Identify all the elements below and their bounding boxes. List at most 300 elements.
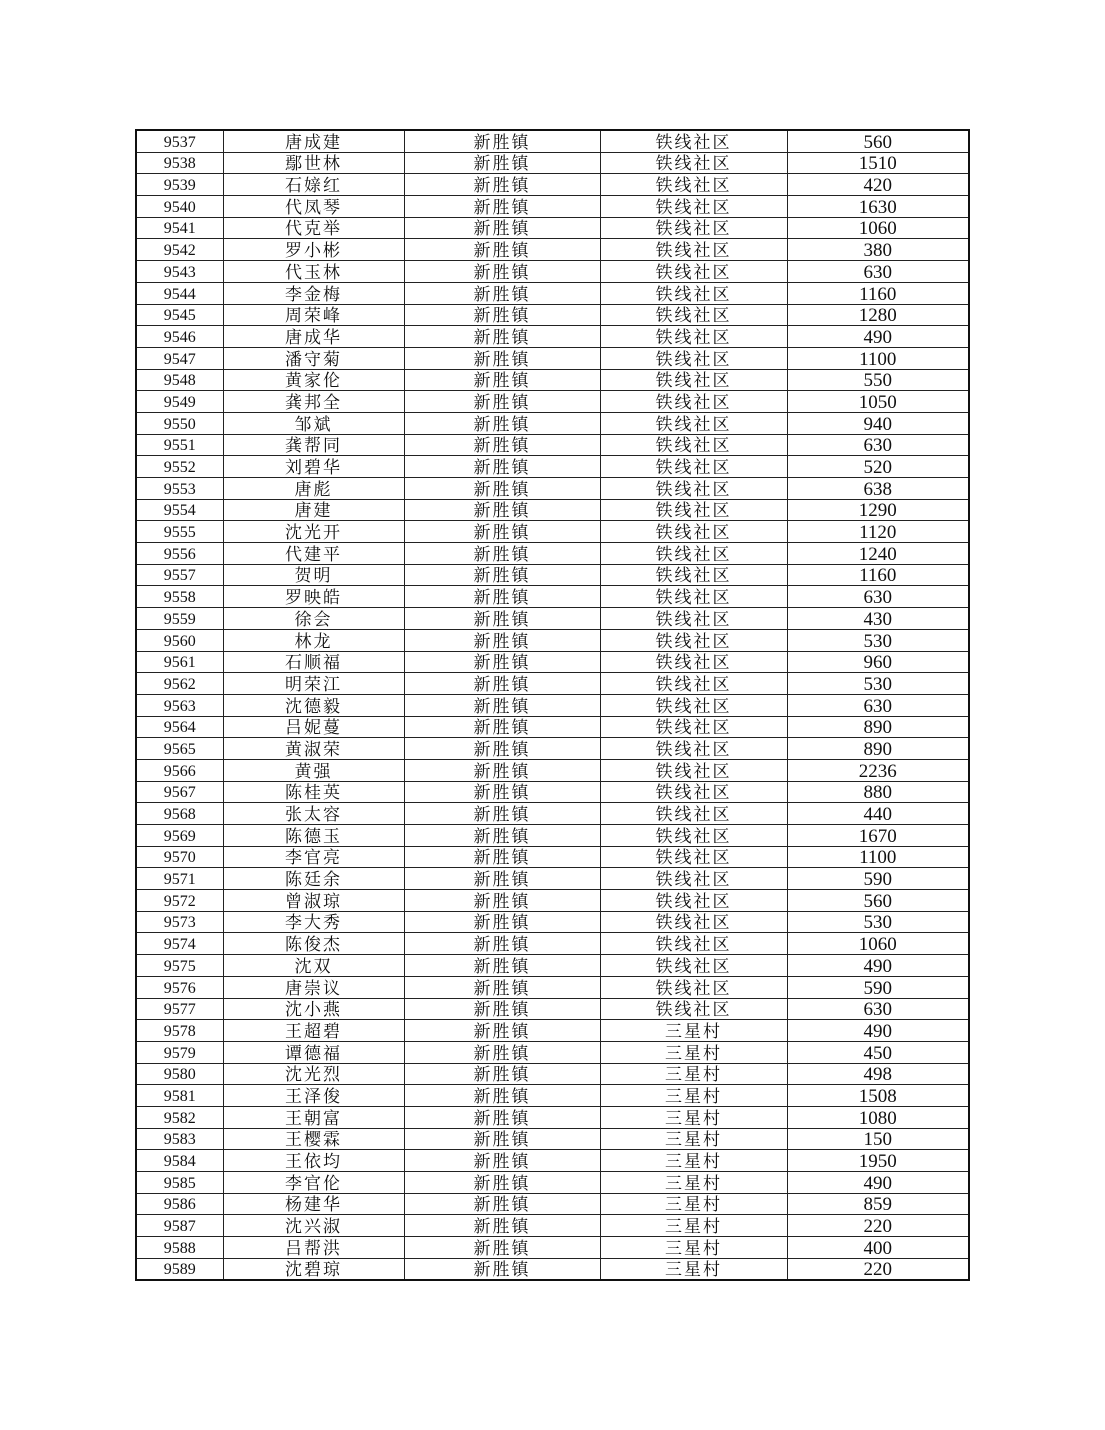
- village-cell: 铁线社区: [600, 196, 787, 218]
- table-row: [136, 998, 969, 1020]
- name-cell: 杨建华: [223, 1193, 404, 1215]
- town-cell: 新胜镇: [404, 152, 600, 174]
- town-cell: 新胜镇: [404, 868, 600, 890]
- table-row: [136, 1237, 969, 1259]
- village-cell: 铁线社区: [600, 976, 787, 998]
- row-number-cell: 9553: [136, 478, 223, 500]
- name-cell: 唐彪: [223, 478, 404, 500]
- town-cell: 新胜镇: [404, 217, 600, 239]
- town-cell: 新胜镇: [404, 326, 600, 348]
- table-row: [136, 608, 969, 630]
- table-row: [136, 781, 969, 803]
- row-number-cell: 9538: [136, 152, 223, 174]
- table-row: [136, 564, 969, 586]
- row-number-cell: 9587: [136, 1215, 223, 1237]
- village-cell: 铁线社区: [600, 781, 787, 803]
- table-row: [136, 1172, 969, 1194]
- table-row: [136, 694, 969, 716]
- amount-cell: 490: [787, 955, 969, 977]
- town-cell: 新胜镇: [404, 629, 600, 651]
- table-row: [136, 412, 969, 434]
- village-cell: 三星村: [600, 1258, 787, 1280]
- town-cell: 新胜镇: [404, 716, 600, 738]
- name-cell: 罗映皓: [223, 586, 404, 608]
- town-cell: 新胜镇: [404, 196, 600, 218]
- village-cell: 铁线社区: [600, 673, 787, 695]
- amount-cell: 1120: [787, 521, 969, 543]
- town-cell: 新胜镇: [404, 781, 600, 803]
- amount-cell: 940: [787, 412, 969, 434]
- amount-cell: 400: [787, 1237, 969, 1259]
- table-row: [136, 282, 969, 304]
- town-cell: 新胜镇: [404, 738, 600, 760]
- town-cell: 新胜镇: [404, 933, 600, 955]
- village-cell: 铁线社区: [600, 933, 787, 955]
- data-table: [135, 129, 970, 1281]
- name-cell: 明荣江: [223, 673, 404, 695]
- village-cell: 三星村: [600, 1172, 787, 1194]
- village-cell: 三星村: [600, 1128, 787, 1150]
- name-cell: 王依均: [223, 1150, 404, 1172]
- table-row: [136, 369, 969, 391]
- table-row: [136, 456, 969, 478]
- amount-cell: 1508: [787, 1085, 969, 1107]
- row-number-cell: 9551: [136, 434, 223, 456]
- table-row: [136, 217, 969, 239]
- amount-cell: 560: [787, 890, 969, 912]
- row-number-cell: 9554: [136, 499, 223, 521]
- name-cell: 王朝富: [223, 1106, 404, 1128]
- amount-cell: 630: [787, 694, 969, 716]
- name-cell: 代建平: [223, 543, 404, 565]
- row-number-cell: 9576: [136, 976, 223, 998]
- village-cell: 铁线社区: [600, 304, 787, 326]
- town-cell: 新胜镇: [404, 239, 600, 261]
- amount-cell: 859: [787, 1193, 969, 1215]
- name-cell: 石顺福: [223, 651, 404, 673]
- town-cell: 新胜镇: [404, 391, 600, 413]
- amount-cell: 520: [787, 456, 969, 478]
- row-number-cell: 9589: [136, 1258, 223, 1280]
- village-cell: 三星村: [600, 1150, 787, 1172]
- name-cell: 沈兴淑: [223, 1215, 404, 1237]
- town-cell: 新胜镇: [404, 890, 600, 912]
- town-cell: 新胜镇: [404, 976, 600, 998]
- row-number-cell: 9571: [136, 868, 223, 890]
- amount-cell: 530: [787, 629, 969, 651]
- village-cell: 铁线社区: [600, 347, 787, 369]
- table-row: [136, 716, 969, 738]
- name-cell: 贺明: [223, 564, 404, 586]
- row-number-cell: 9572: [136, 890, 223, 912]
- row-number-cell: 9582: [136, 1106, 223, 1128]
- amount-cell: 1510: [787, 152, 969, 174]
- amount-cell: 220: [787, 1215, 969, 1237]
- amount-cell: 960: [787, 651, 969, 673]
- amount-cell: 560: [787, 130, 969, 152]
- name-cell: 李大秀: [223, 911, 404, 933]
- amount-cell: 630: [787, 261, 969, 283]
- town-cell: 新胜镇: [404, 1085, 600, 1107]
- amount-cell: 550: [787, 369, 969, 391]
- town-cell: 新胜镇: [404, 759, 600, 781]
- row-number-cell: 9543: [136, 261, 223, 283]
- row-number-cell: 9578: [136, 1020, 223, 1042]
- table-row: [136, 152, 969, 174]
- town-cell: 新胜镇: [404, 1041, 600, 1063]
- town-cell: 新胜镇: [404, 564, 600, 586]
- town-cell: 新胜镇: [404, 434, 600, 456]
- table-row: [136, 1106, 969, 1128]
- town-cell: 新胜镇: [404, 955, 600, 977]
- town-cell: 新胜镇: [404, 1063, 600, 1085]
- row-number-cell: 9588: [136, 1237, 223, 1259]
- row-number-cell: 9568: [136, 803, 223, 825]
- table-row: [136, 1020, 969, 1042]
- name-cell: 黄家伦: [223, 369, 404, 391]
- row-number-cell: 9537: [136, 130, 223, 152]
- amount-cell: 498: [787, 1063, 969, 1085]
- amount-cell: 1290: [787, 499, 969, 521]
- table-row: [136, 976, 969, 998]
- table-row: [136, 673, 969, 695]
- row-number-cell: 9544: [136, 282, 223, 304]
- town-cell: 新胜镇: [404, 825, 600, 847]
- table-row: [136, 304, 969, 326]
- table-row: [136, 955, 969, 977]
- village-cell: 三星村: [600, 1063, 787, 1085]
- village-cell: 铁线社区: [600, 282, 787, 304]
- row-number-cell: 9559: [136, 608, 223, 630]
- amount-cell: 1060: [787, 217, 969, 239]
- row-number-cell: 9545: [136, 304, 223, 326]
- row-number-cell: 9564: [136, 716, 223, 738]
- table-row: [136, 890, 969, 912]
- amount-cell: 220: [787, 1258, 969, 1280]
- town-cell: 新胜镇: [404, 282, 600, 304]
- town-cell: 新胜镇: [404, 803, 600, 825]
- village-cell: 铁线社区: [600, 890, 787, 912]
- village-cell: 铁线社区: [600, 130, 787, 152]
- town-cell: 新胜镇: [404, 304, 600, 326]
- town-cell: 新胜镇: [404, 1258, 600, 1280]
- name-cell: 吕妮蔓: [223, 716, 404, 738]
- amount-cell: 440: [787, 803, 969, 825]
- village-cell: 三星村: [600, 1041, 787, 1063]
- name-cell: 石媇红: [223, 174, 404, 196]
- name-cell: 沈光开: [223, 521, 404, 543]
- name-cell: 李官伦: [223, 1172, 404, 1194]
- amount-cell: 590: [787, 868, 969, 890]
- row-number-cell: 9549: [136, 391, 223, 413]
- village-cell: 铁线社区: [600, 456, 787, 478]
- village-cell: 三星村: [600, 1020, 787, 1042]
- row-number-cell: 9540: [136, 196, 223, 218]
- village-cell: 铁线社区: [600, 261, 787, 283]
- table-row: [136, 326, 969, 348]
- town-cell: 新胜镇: [404, 1237, 600, 1259]
- name-cell: 徐会: [223, 608, 404, 630]
- village-cell: 铁线社区: [600, 825, 787, 847]
- table-row: [136, 868, 969, 890]
- village-cell: 铁线社区: [600, 564, 787, 586]
- amount-cell: 1280: [787, 304, 969, 326]
- row-number-cell: 9579: [136, 1041, 223, 1063]
- row-number-cell: 9586: [136, 1193, 223, 1215]
- row-number-cell: 9541: [136, 217, 223, 239]
- table-row: [136, 738, 969, 760]
- name-cell: 沈小燕: [223, 998, 404, 1020]
- town-cell: 新胜镇: [404, 673, 600, 695]
- town-cell: 新胜镇: [404, 499, 600, 521]
- table-row: [136, 196, 969, 218]
- amount-cell: 630: [787, 998, 969, 1020]
- amount-cell: 1060: [787, 933, 969, 955]
- table-row: [136, 586, 969, 608]
- name-cell: 代玉林: [223, 261, 404, 283]
- row-number-cell: 9581: [136, 1085, 223, 1107]
- row-number-cell: 9585: [136, 1172, 223, 1194]
- name-cell: 龚邦全: [223, 391, 404, 413]
- name-cell: 唐成建: [223, 130, 404, 152]
- town-cell: 新胜镇: [404, 998, 600, 1020]
- table-row: [136, 933, 969, 955]
- amount-cell: 1670: [787, 825, 969, 847]
- village-cell: 铁线社区: [600, 499, 787, 521]
- row-number-cell: 9563: [136, 694, 223, 716]
- row-number-cell: 9562: [136, 673, 223, 695]
- amount-cell: 1950: [787, 1150, 969, 1172]
- name-cell: 沈德毅: [223, 694, 404, 716]
- row-number-cell: 9556: [136, 543, 223, 565]
- name-cell: 黄强: [223, 759, 404, 781]
- amount-cell: 1050: [787, 391, 969, 413]
- town-cell: 新胜镇: [404, 1150, 600, 1172]
- town-cell: 新胜镇: [404, 1106, 600, 1128]
- village-cell: 铁线社区: [600, 174, 787, 196]
- village-cell: 铁线社区: [600, 803, 787, 825]
- name-cell: 唐建: [223, 499, 404, 521]
- name-cell: 曾淑琼: [223, 890, 404, 912]
- village-cell: 铁线社区: [600, 152, 787, 174]
- name-cell: 潘守菊: [223, 347, 404, 369]
- row-number-cell: 9567: [136, 781, 223, 803]
- village-cell: 铁线社区: [600, 868, 787, 890]
- town-cell: 新胜镇: [404, 543, 600, 565]
- row-number-cell: 9573: [136, 911, 223, 933]
- village-cell: 铁线社区: [600, 998, 787, 1020]
- amount-cell: 590: [787, 976, 969, 998]
- town-cell: 新胜镇: [404, 1172, 600, 1194]
- name-cell: 黄淑荣: [223, 738, 404, 760]
- table-row: [136, 478, 969, 500]
- name-cell: 张太容: [223, 803, 404, 825]
- name-cell: 林龙: [223, 629, 404, 651]
- name-cell: 沈碧琼: [223, 1258, 404, 1280]
- name-cell: 李金梅: [223, 282, 404, 304]
- town-cell: 新胜镇: [404, 1215, 600, 1237]
- village-cell: 铁线社区: [600, 608, 787, 630]
- document-page: [135, 129, 970, 1281]
- amount-cell: 1240: [787, 543, 969, 565]
- town-cell: 新胜镇: [404, 261, 600, 283]
- table-row: [136, 825, 969, 847]
- name-cell: 刘碧华: [223, 456, 404, 478]
- table-row: [136, 651, 969, 673]
- name-cell: 沈双: [223, 955, 404, 977]
- name-cell: 罗小彬: [223, 239, 404, 261]
- village-cell: 三星村: [600, 1215, 787, 1237]
- village-cell: 三星村: [600, 1106, 787, 1128]
- village-cell: 铁线社区: [600, 412, 787, 434]
- table-row: [136, 130, 969, 152]
- table-row: [136, 543, 969, 565]
- amount-cell: 890: [787, 716, 969, 738]
- village-cell: 三星村: [600, 1193, 787, 1215]
- village-cell: 铁线社区: [600, 738, 787, 760]
- amount-cell: 1630: [787, 196, 969, 218]
- town-cell: 新胜镇: [404, 456, 600, 478]
- table-row: [136, 1258, 969, 1280]
- village-cell: 铁线社区: [600, 846, 787, 868]
- village-cell: 铁线社区: [600, 586, 787, 608]
- table-row: [136, 1215, 969, 1237]
- name-cell: 鄢世林: [223, 152, 404, 174]
- name-cell: 陈桂英: [223, 781, 404, 803]
- amount-cell: 630: [787, 586, 969, 608]
- table-row: [136, 239, 969, 261]
- row-number-cell: 9547: [136, 347, 223, 369]
- village-cell: 铁线社区: [600, 694, 787, 716]
- row-number-cell: 9552: [136, 456, 223, 478]
- village-cell: 铁线社区: [600, 759, 787, 781]
- amount-cell: 630: [787, 434, 969, 456]
- table-row: [136, 629, 969, 651]
- town-cell: 新胜镇: [404, 1020, 600, 1042]
- amount-cell: 1100: [787, 846, 969, 868]
- table-row: [136, 521, 969, 543]
- table-row: [136, 391, 969, 413]
- row-number-cell: 9539: [136, 174, 223, 196]
- table-row: [136, 1150, 969, 1172]
- village-cell: 铁线社区: [600, 239, 787, 261]
- row-number-cell: 9561: [136, 651, 223, 673]
- village-cell: 铁线社区: [600, 369, 787, 391]
- town-cell: 新胜镇: [404, 1128, 600, 1150]
- name-cell: 代克举: [223, 217, 404, 239]
- amount-cell: 150: [787, 1128, 969, 1150]
- town-cell: 新胜镇: [404, 130, 600, 152]
- table-row: [136, 347, 969, 369]
- name-cell: 邹斌: [223, 412, 404, 434]
- table-row: [136, 759, 969, 781]
- town-cell: 新胜镇: [404, 651, 600, 673]
- town-cell: 新胜镇: [404, 608, 600, 630]
- amount-cell: 380: [787, 239, 969, 261]
- name-cell: 沈光烈: [223, 1063, 404, 1085]
- name-cell: 王泽俊: [223, 1085, 404, 1107]
- amount-cell: 490: [787, 1020, 969, 1042]
- row-number-cell: 9569: [136, 825, 223, 847]
- row-number-cell: 9542: [136, 239, 223, 261]
- village-cell: 铁线社区: [600, 911, 787, 933]
- town-cell: 新胜镇: [404, 478, 600, 500]
- name-cell: 王超碧: [223, 1020, 404, 1042]
- village-cell: 铁线社区: [600, 478, 787, 500]
- amount-cell: 490: [787, 326, 969, 348]
- row-number-cell: 9548: [136, 369, 223, 391]
- row-number-cell: 9558: [136, 586, 223, 608]
- table-row: [136, 1063, 969, 1085]
- table-row: [136, 1041, 969, 1063]
- amount-cell: 430: [787, 608, 969, 630]
- table-row: [136, 434, 969, 456]
- row-number-cell: 9584: [136, 1150, 223, 1172]
- row-number-cell: 9580: [136, 1063, 223, 1085]
- table-body: [136, 130, 969, 1280]
- row-number-cell: 9555: [136, 521, 223, 543]
- table-row: [136, 261, 969, 283]
- table-row: [136, 911, 969, 933]
- amount-cell: 890: [787, 738, 969, 760]
- row-number-cell: 9565: [136, 738, 223, 760]
- village-cell: 铁线社区: [600, 217, 787, 239]
- table-row: [136, 174, 969, 196]
- row-number-cell: 9550: [136, 412, 223, 434]
- name-cell: 代凤琴: [223, 196, 404, 218]
- village-cell: 铁线社区: [600, 716, 787, 738]
- village-cell: 铁线社区: [600, 629, 787, 651]
- name-cell: 周荣峰: [223, 304, 404, 326]
- table-row: [136, 499, 969, 521]
- town-cell: 新胜镇: [404, 846, 600, 868]
- town-cell: 新胜镇: [404, 911, 600, 933]
- row-number-cell: 9566: [136, 759, 223, 781]
- row-number-cell: 9546: [136, 326, 223, 348]
- town-cell: 新胜镇: [404, 1193, 600, 1215]
- amount-cell: 490: [787, 1172, 969, 1194]
- village-cell: 铁线社区: [600, 651, 787, 673]
- amount-cell: 1160: [787, 282, 969, 304]
- row-number-cell: 9560: [136, 629, 223, 651]
- amount-cell: 1100: [787, 347, 969, 369]
- amount-cell: 450: [787, 1041, 969, 1063]
- name-cell: 陈廷余: [223, 868, 404, 890]
- row-number-cell: 9575: [136, 955, 223, 977]
- name-cell: 陈德玉: [223, 825, 404, 847]
- name-cell: 王樱霖: [223, 1128, 404, 1150]
- village-cell: 铁线社区: [600, 955, 787, 977]
- amount-cell: 1160: [787, 564, 969, 586]
- village-cell: 铁线社区: [600, 391, 787, 413]
- village-cell: 三星村: [600, 1237, 787, 1259]
- town-cell: 新胜镇: [404, 412, 600, 434]
- row-number-cell: 9570: [136, 846, 223, 868]
- village-cell: 三星村: [600, 1085, 787, 1107]
- town-cell: 新胜镇: [404, 369, 600, 391]
- row-number-cell: 9557: [136, 564, 223, 586]
- village-cell: 铁线社区: [600, 521, 787, 543]
- amount-cell: 420: [787, 174, 969, 196]
- town-cell: 新胜镇: [404, 521, 600, 543]
- name-cell: 谭德福: [223, 1041, 404, 1063]
- table-row: [136, 1128, 969, 1150]
- town-cell: 新胜镇: [404, 586, 600, 608]
- name-cell: 吕帮洪: [223, 1237, 404, 1259]
- town-cell: 新胜镇: [404, 694, 600, 716]
- table-row: [136, 846, 969, 868]
- village-cell: 铁线社区: [600, 326, 787, 348]
